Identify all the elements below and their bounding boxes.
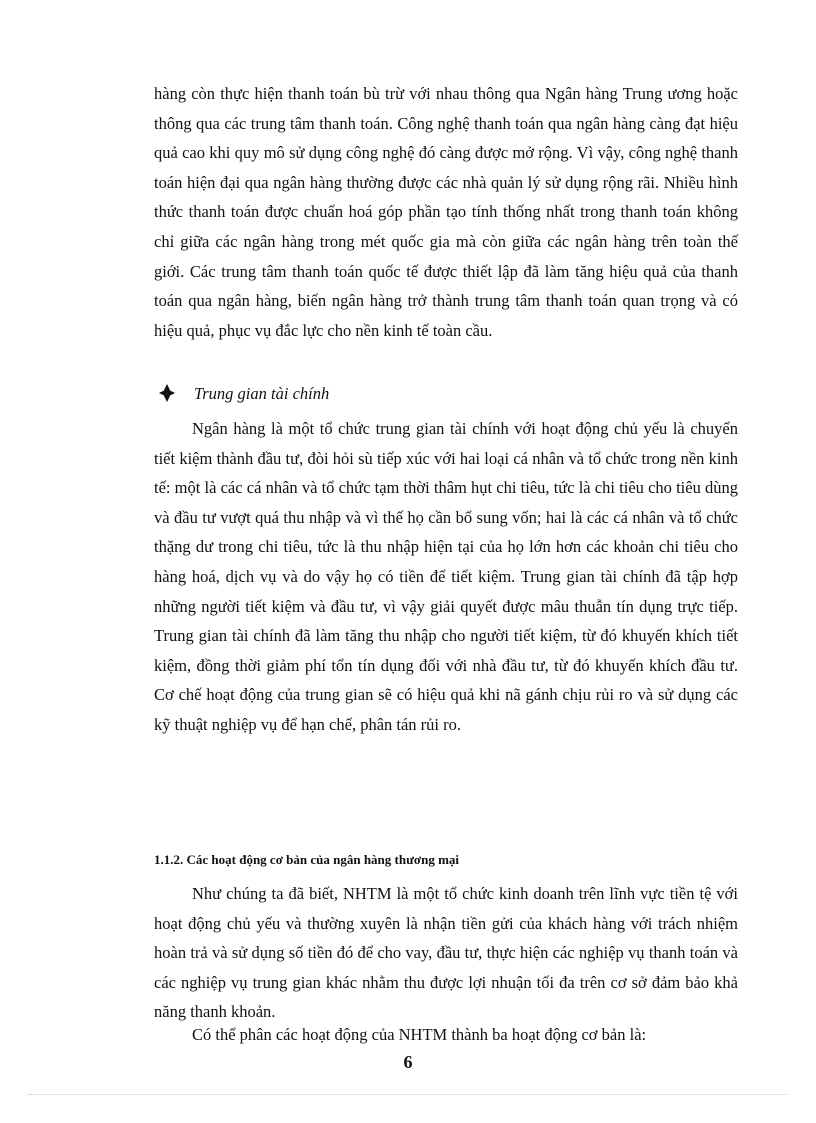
paragraph-nhtm-definition: Như chúng ta đã biết, NHTM là một tổ chức kinh doanh trên lĩnh vực tiền tệ với hoạt động chủ yếu và thường xuyên là nhận tiền gửi của khách hàng với trách nhiệm hoàn trả và sử dụng số tiền đó để cho vay, đầu tư, thực hiện các nghiệp vụ thanh toán và các nghiệp vụ trung gian khác nhằm thu được lợi nhuận tối đa trên cơ sở đảm bảo khả năng thanh khoản.: [154, 884, 738, 1022]
bullet-heading: Trung gian tài chính: [194, 384, 330, 403]
paragraph-payment-tech: hàng còn thực hiện thanh toán bù trừ với nhau thông qua Ngân hàng Trung ương hoặc thông qua các trung tâm thanh toán. Công nghệ thanh toán qua ngân hàng càng đạt hiệu quả cao khi quy mô sử dụng công nghệ đó càng được mở rộng. Vì vậy, công nghệ thanh toán hiện đại qua ngân hàng thường được các nhà quản lý sử dụng rộng rãi. Nhiều hình thức thanh toán được chuẩn hoá góp phần tạo tính thống nhất trong thanh toán không chỉ giữa các ngân hàng trong mét quốc gia mà còn giữa các ngân hàng trên toàn thế giới. Các trung tâm thanh toán quốc tế được thiết lập đã làm tăng hiệu quả của thanh toán qua ngân hàng, biến ngân hàng trở thành trung tâm thanh toán quan trọng và có hiệu quả, phục vụ đắc lực cho nền kinh tế toàn cầu.: [154, 84, 738, 340]
footer-divider: [28, 1094, 788, 1095]
bullet-item: [154, 383, 738, 409]
paragraph-financial-intermediary: Ngân hàng là một tổ chức trung gian tài chính với hoạt động chủ yếu là chuyển tiết kiệm thành đầu tư, đòi hỏi sù tiếp xúc với hai loại cá nhân và tổ chức trong nền kinh tế: một là các cá nhân và tổ chức tạm thời thâm hụt chi tiêu, tức là chi tiêu cho tiêu dùng và đầu tư vượt quá thu nhập và vì thế họ cần bổ sung vốn; hai là các cá nhân và tổ chức thặng dư trong chi tiêu, tức là thu nhập hiện tại của họ lớn hơn các khoản chi tiêu cho hàng hoá, dịch vụ và do vậy họ có tiền để tiết kiệm. Trung gian tài chính đã tập hợp những người tiết kiệm và đầu tư, vì vậy giải quyết được mâu thuẫn tín dụng trực tiếp. Trung gian tài chính đã làm tăng thu nhập cho người tiết kiệm, từ đó khuyến khích tiết kiệm, đồng thời giảm phí tổn tín dụng đối với nhà đầu tư, từ đó khuyến khích đầu tư. Cơ chế hoạt động của trung gian sẽ có hiệu quả khi nã gánh chịu rủi ro và sử dụng các kỹ thuật nghiệp vụ để hạn chế, phân tán rủi ro.: [154, 419, 738, 734]
paragraph-activities-intro: Có thể phân các hoạt động của NHTM thành ba hoạt động cơ bản là:: [192, 1025, 647, 1044]
section-heading: 1.1.2. Các hoạt động cơ bản của ngân hàng thương mại: [154, 852, 460, 867]
page-number: 6: [403, 1052, 413, 1072]
diamond-bullet-icon: [158, 383, 176, 403]
